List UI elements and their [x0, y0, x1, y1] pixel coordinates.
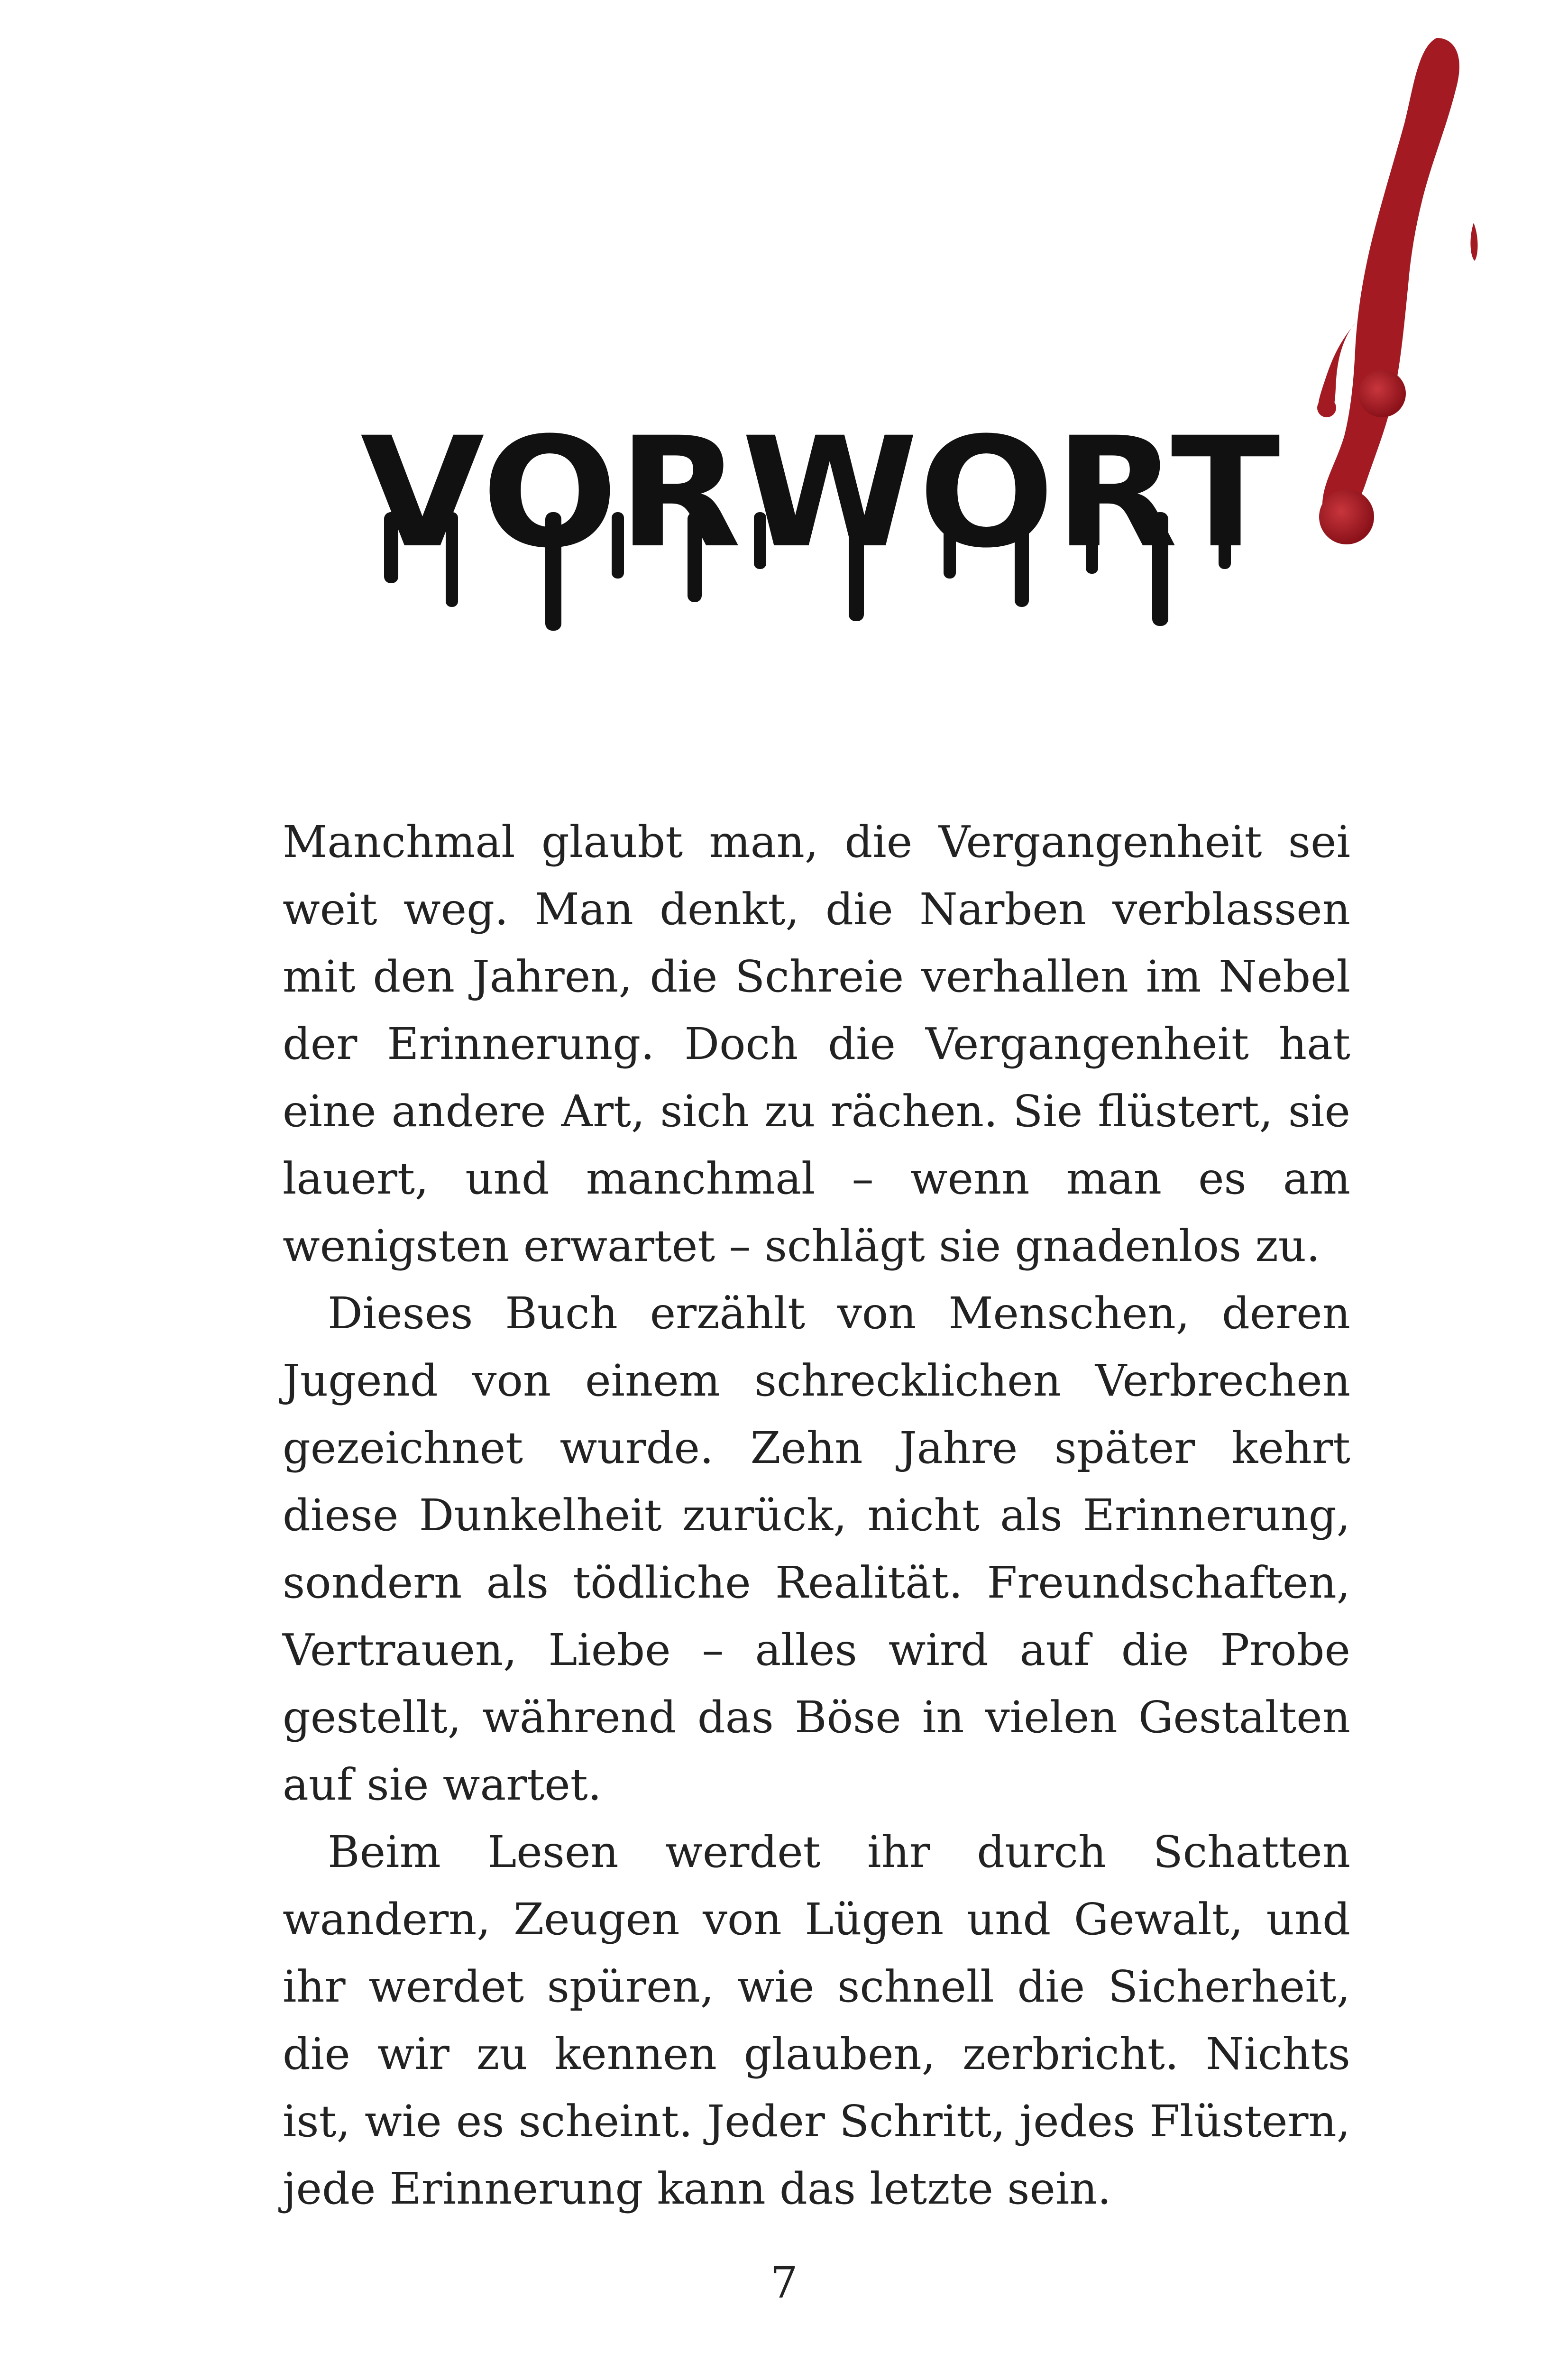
chapter-title	[346, 389, 1294, 654]
blood-drip-icon	[1280, 19, 1479, 588]
paragraph: Beim Lesen werdet ihr durch Schatten wandern, Zeugen von Lügen und Gewalt, und ihr werdet spüren, wie schnell die Sicherheit, die wir zu kennen glauben, zerbricht. Nichts ist, wie es scheint. Jeder Schritt, jedes Flüstern, jede Erinnerung kann das letzte sein.	[283, 1827, 1350, 2214]
paragraph: Manchmal glaubt man, die Vergangenheit sei weit weg. Man denkt, die Narben verblassen mit den Jahren, die Schreie verhallen im Nebel der Erinnerung. Doch die Vergangenheit hat eine andere Art, sich zu rächen. Sie flüstert, sie lauert, und manchmal – wenn man es am wenigsten erwartet – schlägt sie gnadenlos zu.	[283, 817, 1350, 1271]
paragraph: Dieses Buch erzählt von Menschen, deren Jugend von einem schrecklichen Verbrechen gezeichnet wurde. Zehn Jahre später kehrt diese Dunkelheit zurück, nicht als Erinnerung, sondern als tödliche Realität. Freundschaften, Vertrauen, Liebe – alles wird auf die Probe gestellt, während das Böse in vielen Gestalten auf sie wartet.	[283, 1288, 1350, 1810]
chapter-title-text: VORWORT	[360, 405, 1281, 581]
page-number: 7	[770, 2257, 798, 2308]
body-text	[283, 809, 1350, 2223]
